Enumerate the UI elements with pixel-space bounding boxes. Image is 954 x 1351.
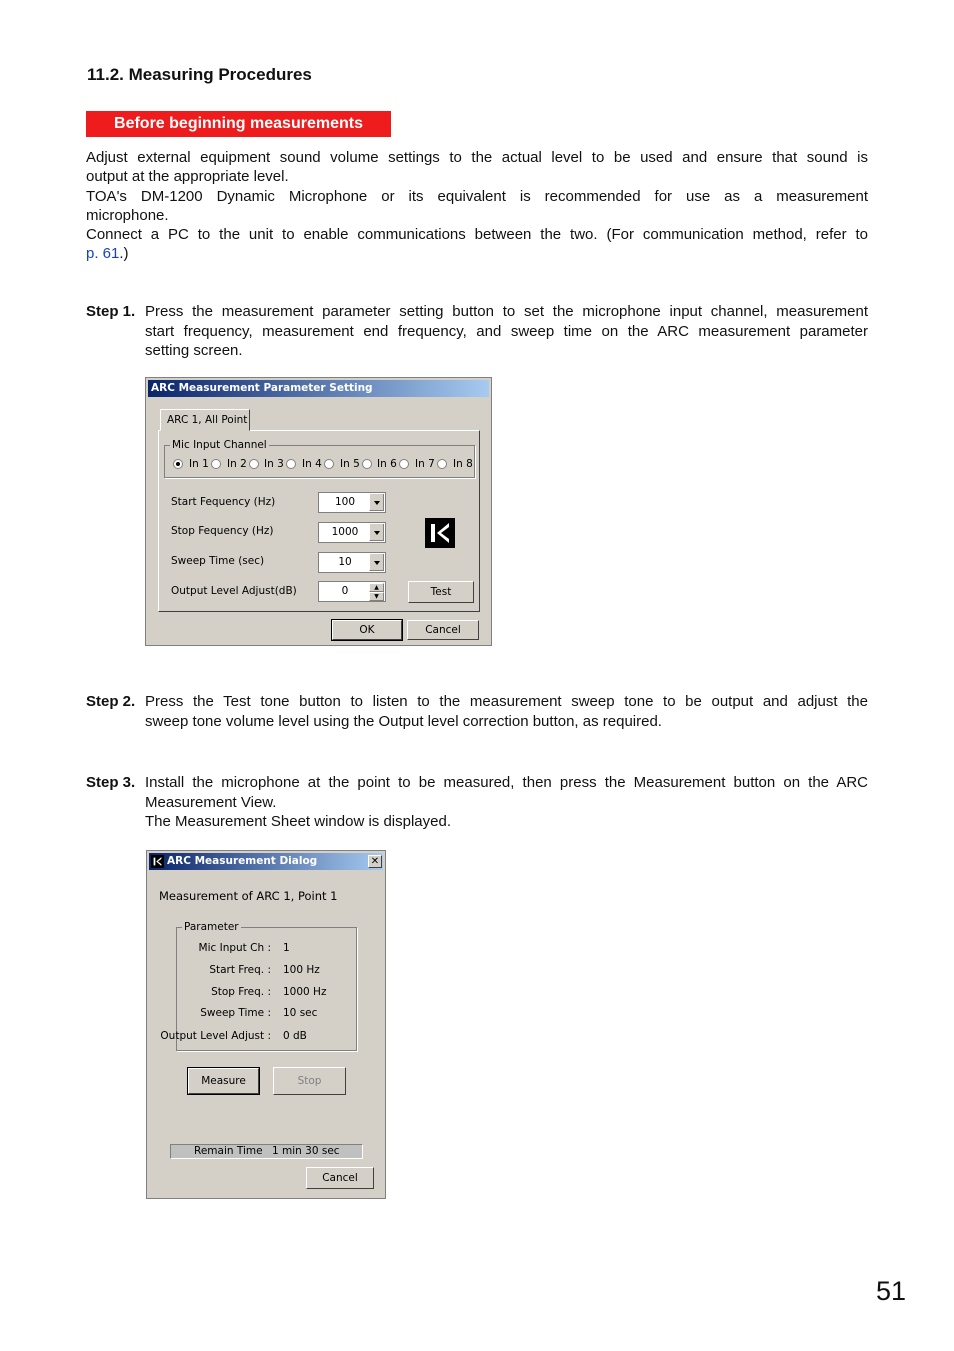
- param-value: 1000 Hz: [283, 986, 327, 998]
- spin-down-icon[interactable]: ▼: [369, 592, 384, 601]
- radio-in4[interactable]: [286, 459, 296, 469]
- radio-in3[interactable]: [249, 459, 259, 469]
- dialog-2-titlebar: ARC Measurement Dialog: [149, 853, 383, 870]
- step-1-line: setting screen.: [145, 342, 243, 359]
- step-3-line: Measurement View.: [145, 793, 277, 811]
- parameter-group-label: Parameter: [184, 921, 239, 933]
- chevron-down-icon[interactable]: [369, 494, 384, 511]
- radio-in7[interactable]: [399, 459, 409, 469]
- remain-time-label: Remain Time: [194, 1145, 263, 1157]
- radio-in1[interactable]: [173, 459, 183, 469]
- output-level-value: 0: [341, 585, 349, 597]
- stop-frequency-value: 1000: [331, 526, 359, 538]
- ok-button[interactable]: OK: [332, 620, 402, 640]
- radio-in6-label: In 6: [377, 458, 397, 470]
- radio-in1-label: In 1: [189, 458, 209, 470]
- cancel-button[interactable]: Cancel: [407, 620, 479, 640]
- chevron-down-icon[interactable]: [369, 524, 384, 541]
- step-3-line: Install the microphone at the point to be measured, then press the Measurement button on the ARC: [145, 774, 868, 791]
- radio-in4-label: In 4: [302, 458, 322, 470]
- cancel-button[interactable]: Cancel: [306, 1167, 374, 1189]
- output-level-spinner[interactable]: [318, 581, 386, 602]
- step-1: [86, 302, 868, 362]
- step-2-label: Step 2.: [86, 693, 136, 710]
- dialog-1-titlebar: ARC Measurement Parameter Setting: [148, 380, 489, 397]
- test-button[interactable]: Test: [408, 581, 474, 603]
- radio-in2-label: In 2: [227, 458, 247, 470]
- start-frequency-value: 100: [334, 496, 356, 508]
- step-2: [86, 692, 868, 732]
- start-frequency-combo[interactable]: [318, 492, 386, 513]
- radio-in8-label: In 8: [453, 458, 473, 470]
- remain-time-bar: [170, 1144, 363, 1159]
- radio-in2[interactable]: [211, 459, 221, 469]
- step-1-label: Step 1.: [86, 303, 136, 320]
- step-2-line: sweep tone volume level using the Output level correction button, as required.: [145, 712, 662, 730]
- intro-line-3a: Connect a PC to the unit to enable communications between the two. (For communication method, refer to: [86, 226, 868, 243]
- intro-line-1a: Adjust external equipment sound volume settings to the actual level to be used and ensure that sound is: [86, 149, 868, 166]
- measure-button[interactable]: Measure: [188, 1068, 259, 1094]
- param-key: Mic Input Ch :: [198, 942, 271, 954]
- measurement-heading: Measurement of ARC 1, Point 1: [159, 889, 338, 903]
- output-level-label: Output Level Adjust(dB): [171, 585, 297, 597]
- arc-parameter-dialog: [145, 377, 492, 646]
- param-value: 0 dB: [283, 1030, 307, 1042]
- before-beginning-label: Before beginning measurements: [86, 111, 391, 137]
- intro-line-2b: microphone.: [86, 207, 169, 224]
- intro-line-3b: [86, 244, 868, 263]
- sweep-time-value: 10: [338, 556, 352, 568]
- intro-line-2a: TOA's DM-1200 Dynamic Microphone or its equivalent is recommended for use as a measurement: [86, 188, 868, 205]
- tab-arc1[interactable]: [160, 409, 250, 431]
- section-title: 11.2. Measuring Procedures: [87, 65, 312, 84]
- spin-up-icon[interactable]: ▲: [369, 583, 384, 592]
- radio-in6[interactable]: [362, 459, 372, 469]
- app-logo-icon: [425, 518, 455, 548]
- stop-frequency-combo[interactable]: [318, 522, 386, 543]
- step-2-line: Press the Test tone button to listen to the measurement sweep tone to be output and adjust the: [145, 693, 868, 710]
- radio-in8[interactable]: [437, 459, 447, 469]
- start-frequency-label: Start Fequency (Hz): [171, 496, 276, 508]
- page-number: 51: [876, 1276, 907, 1306]
- radio-in7-label: In 7: [415, 458, 435, 470]
- tab-arc1-label: ARC 1, All Point: [167, 414, 248, 426]
- param-key: Stop Freq. :: [211, 986, 271, 998]
- page-link[interactable]: p. 61: [86, 245, 120, 262]
- param-key: Start Freq. :: [209, 964, 271, 976]
- sweep-time-combo[interactable]: [318, 552, 386, 573]
- intro-line-1b: output at the appropriate level.: [86, 168, 289, 185]
- remain-time-value: 1 min 30 sec: [272, 1145, 340, 1157]
- sweep-time-label: Sweep Time (sec): [171, 555, 265, 567]
- param-value: 10 sec: [283, 1007, 318, 1019]
- stop-button[interactable]: Stop: [273, 1067, 346, 1095]
- param-key: Sweep Time :: [200, 1007, 271, 1019]
- radio-in3-label: In 3: [264, 458, 284, 470]
- mic-input-group-label: Mic Input Channel: [172, 439, 267, 451]
- chevron-down-icon[interactable]: [369, 554, 384, 571]
- close-icon[interactable]: ✕: [368, 855, 382, 868]
- stop-frequency-label: Stop Fequency (Hz): [171, 525, 274, 537]
- step-1-line: Press the measurement parameter setting button to set the microphone input channel, measurement: [145, 303, 868, 320]
- radio-in5[interactable]: [324, 459, 334, 469]
- radio-in5-label: In 5: [340, 458, 360, 470]
- step-3-line: The Measurement Sheet window is displayed.: [145, 813, 451, 830]
- step-3-label: Step 3.: [86, 774, 136, 791]
- step-1-line: start frequency, measurement end frequency, and sweep time on the ARC measurement parameter: [145, 322, 868, 340]
- param-key: Output Level Adjust :: [160, 1030, 271, 1042]
- step-3: [86, 773, 868, 833]
- app-logo-icon: [151, 855, 164, 868]
- param-value: 1: [283, 942, 290, 954]
- arc-measurement-dialog: [146, 850, 386, 1199]
- intro-line-3-end: .): [119, 245, 129, 262]
- param-value: 100 Hz: [283, 964, 320, 976]
